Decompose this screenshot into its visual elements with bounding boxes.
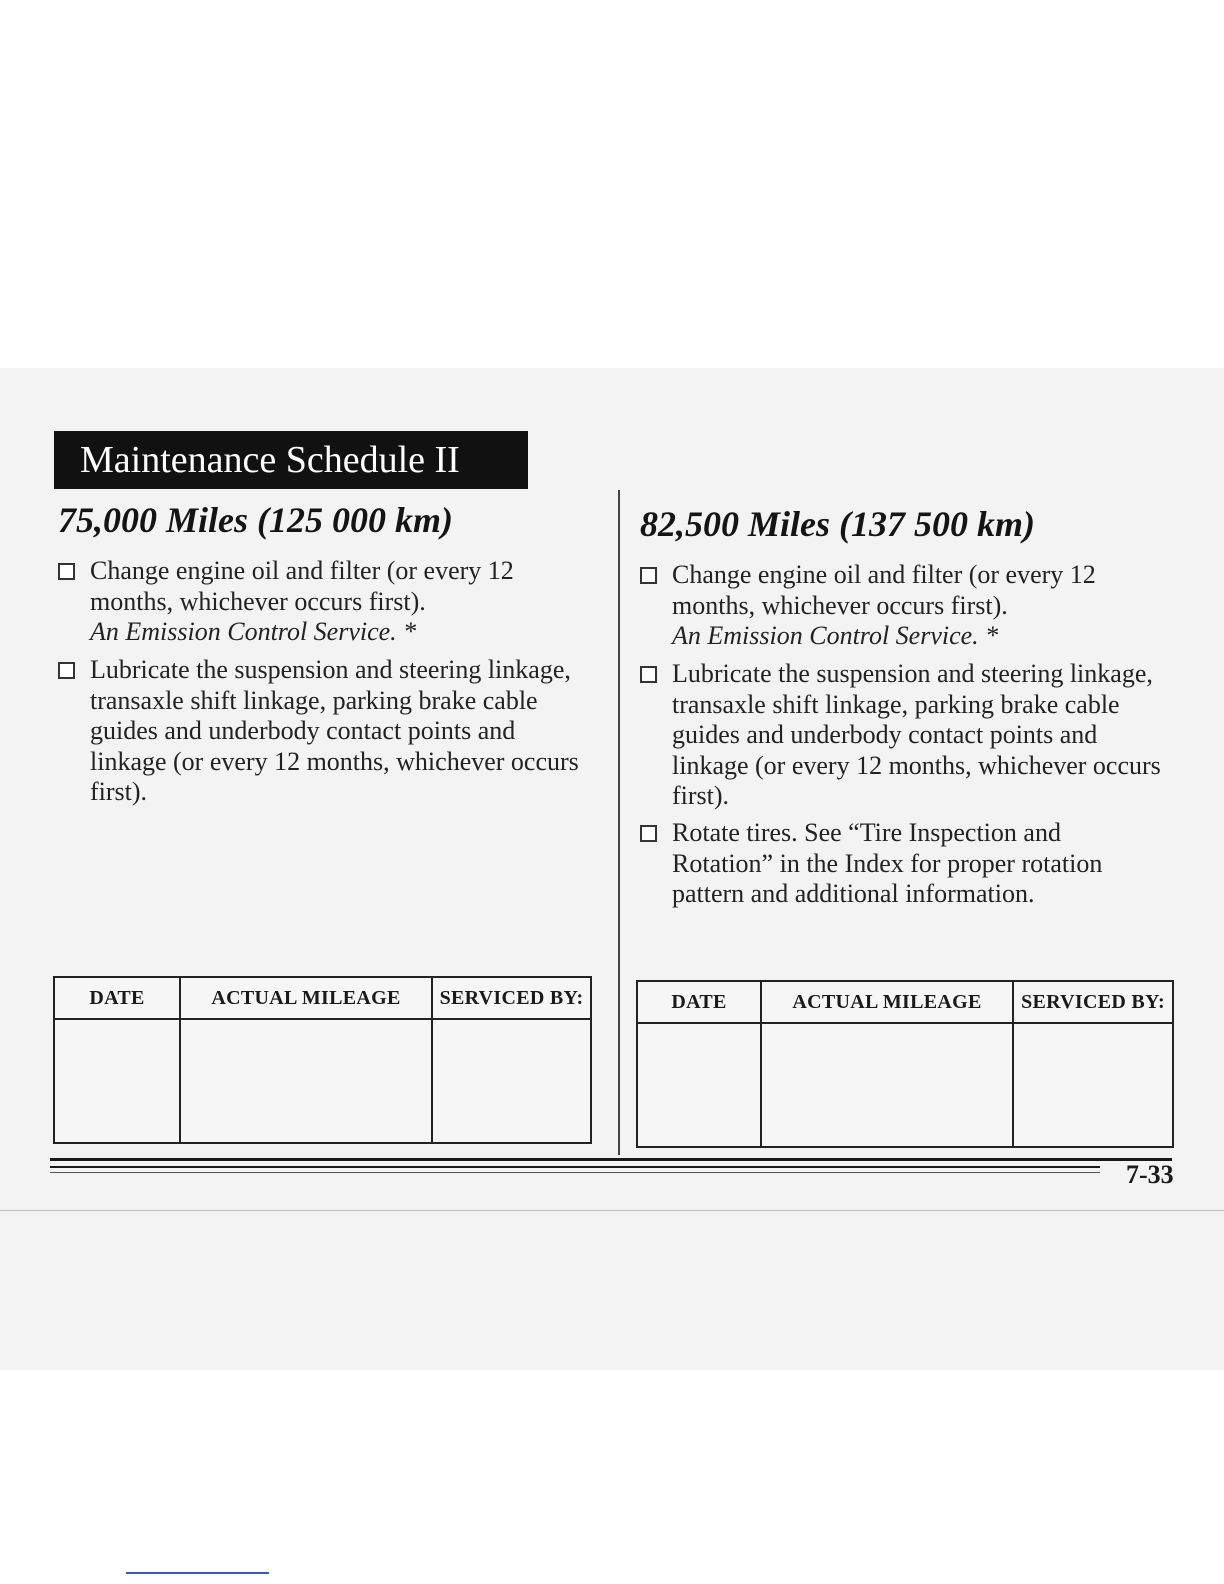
serviced-by-entry-cell[interactable] <box>1013 1023 1173 1147</box>
left-service-log-table <box>53 976 592 1144</box>
right-item-lubricate <box>640 659 1180 812</box>
left-item-lubricate <box>58 655 588 808</box>
table-header-serviced-by: SERVICED BY: <box>1013 981 1173 1023</box>
checkbox-icon[interactable] <box>58 662 75 679</box>
table-header-serviced-by: SERVICED BY: <box>432 977 591 1019</box>
table-header-mileage: ACTUAL MILEAGE <box>180 977 432 1019</box>
table-header-mileage: ACTUAL MILEAGE <box>761 981 1013 1023</box>
left-item-oil <box>58 556 578 648</box>
right-interval-title: 82,500 Miles (137 500 km) <box>640 504 1035 544</box>
left-item-oil-text: Change engine oil and filter (or every 12 months, whichever occurs first). <box>90 556 514 616</box>
right-service-log-table <box>636 980 1174 1148</box>
table-header-date: DATE <box>54 977 180 1019</box>
left-interval-title: 75,000 Miles (125 000 km) <box>58 500 453 540</box>
right-item-rotate <box>640 818 1180 910</box>
right-item-oil-note: An Emission Control Service. * <box>672 621 999 650</box>
serviced-by-entry-cell[interactable] <box>432 1019 591 1143</box>
date-entry-cell[interactable] <box>54 1019 180 1143</box>
column-divider <box>618 490 620 1155</box>
page-edge-line <box>0 1210 1224 1211</box>
footer-rule-middle <box>50 1166 1100 1168</box>
right-item-rotate-text: Rotate tires. See “Tire Inspection and Rotation” in the Index for proper rotation pattern and additional information. <box>672 818 1103 908</box>
right-item-oil <box>640 560 1160 652</box>
right-item-lubricate-text: Lubricate the suspension and steering linkage, transaxle shift linkage, parking brake cable guides and underbody contact points and linkage (or every 12 months, whichever occurs first). <box>672 659 1161 810</box>
mileage-entry-cell[interactable] <box>761 1023 1013 1147</box>
checkbox-icon[interactable] <box>58 563 75 580</box>
mileage-entry-cell[interactable] <box>180 1019 432 1143</box>
footer-rule-top <box>50 1158 1172 1161</box>
footer-rule-bottom <box>50 1172 1100 1173</box>
left-item-oil-note: An Emission Control Service. * <box>90 617 417 646</box>
checkbox-icon[interactable] <box>640 567 657 584</box>
page-number: 7-33 <box>1126 1160 1174 1189</box>
section-header-title: Maintenance Schedule II <box>80 439 460 481</box>
footer-link-underline <box>126 1572 269 1574</box>
checkbox-icon[interactable] <box>640 825 657 842</box>
checkbox-icon[interactable] <box>640 666 657 683</box>
table-header-date: DATE <box>637 981 761 1023</box>
left-item-lubricate-text: Lubricate the suspension and steering linkage, transaxle shift linkage, parking brake cable guides and underbody contact points and linkage (or every 12 months, whichever occurs first). <box>90 655 579 806</box>
right-item-oil-text: Change engine oil and filter (or every 12 months, whichever occurs first). <box>672 560 1096 620</box>
date-entry-cell[interactable] <box>637 1023 761 1147</box>
